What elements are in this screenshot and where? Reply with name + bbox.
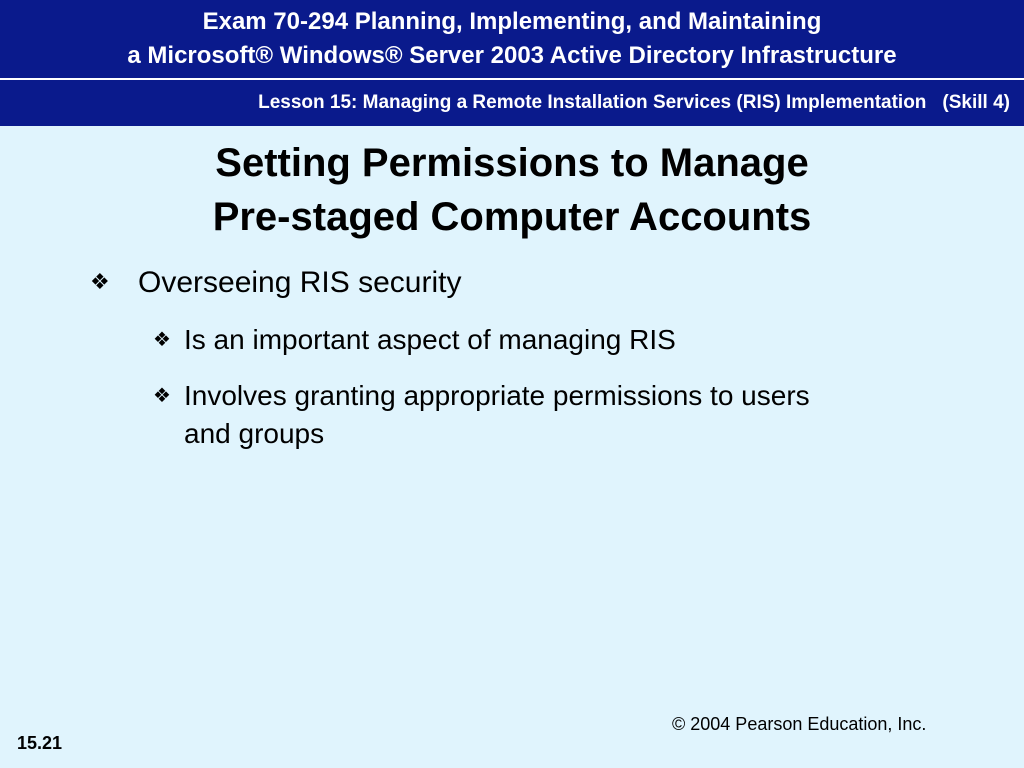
slide-title-line-1: Setting Permissions to Manage bbox=[215, 141, 809, 185]
lesson-title: Lesson 15: Managing a Remote Installation Services (RIS) Implementation bbox=[258, 92, 927, 113]
slide-title bbox=[0, 136, 1024, 244]
diamond-bullet-icon: ❖ bbox=[153, 329, 171, 351]
slide-number: 15.21 bbox=[17, 733, 63, 753]
slide-title-line-2: Pre-staged Computer Accounts bbox=[212, 195, 812, 239]
lesson-skill: (Skill 4) bbox=[942, 92, 1010, 113]
sub-bullet-item bbox=[153, 377, 824, 453]
diamond-bullet-icon: ❖ bbox=[153, 385, 171, 407]
sub-bullet-text: Involves granting appropriate permissions to users and groups bbox=[184, 380, 810, 449]
exam-title-line-2: a Microsoft® Windows® Server 2003 Active Directory Infrastructure bbox=[127, 42, 897, 69]
lesson-banner bbox=[0, 80, 1024, 126]
copyright-notice: © 2004 Pearson Education, Inc. bbox=[672, 714, 927, 734]
exam-title-line-1: Exam 70-294 Planning, Implementing, and Maintaining bbox=[202, 8, 822, 35]
bullet-item bbox=[90, 262, 461, 303]
bullet-text: Overseeing RIS security bbox=[138, 266, 462, 299]
sub-bullet-item bbox=[153, 321, 824, 359]
exam-title-banner bbox=[0, 0, 1024, 78]
diamond-bullet-icon: ❖ bbox=[90, 269, 110, 294]
sub-bullet-text: Is an important aspect of managing RIS bbox=[184, 324, 676, 355]
